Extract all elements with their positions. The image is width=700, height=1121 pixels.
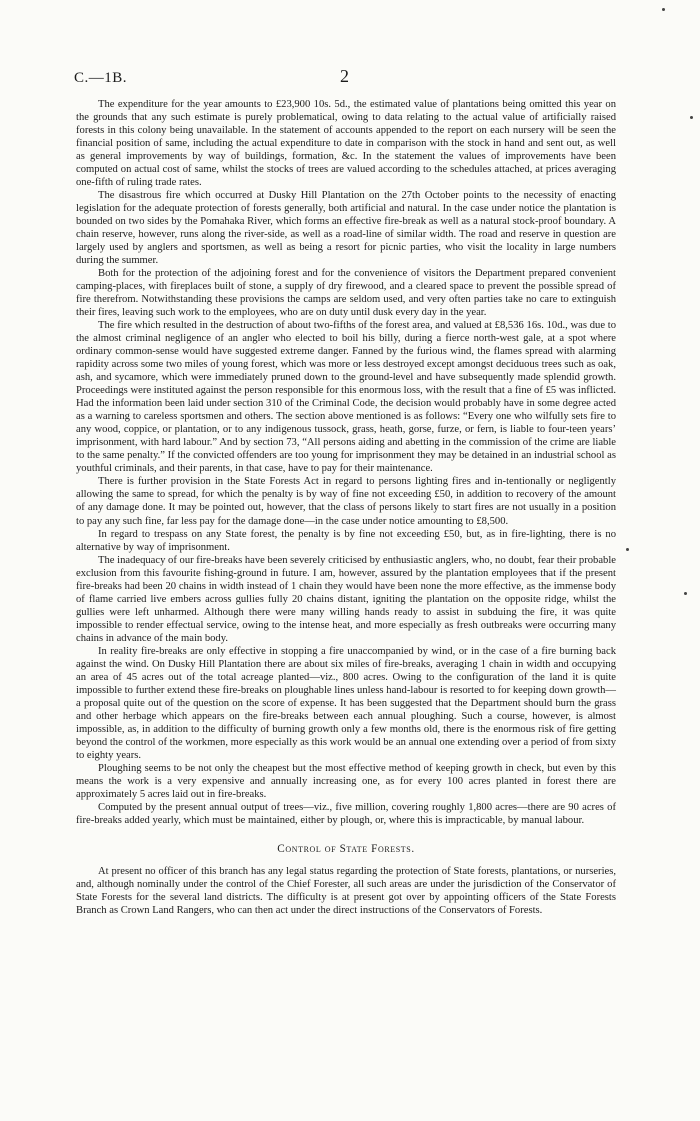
paragraph-state-forests-act: There is further provision in the State Forests Act in regard to persons lighting fires and in-tentionally or negligently allowing the same to spread, for which the penalty is by way of fine not exceeding £50, in addition to recovery of the amount of any damage done. It may be pointed out, however, that the class of persons likely to start fires are not usually in a position to pay any such fine, far less pay for the damage done—in the case under notice amounting to £8,500. [76, 476, 616, 527]
scan-speck [684, 592, 687, 595]
paragraph-dusky-hill-fire: The disastrous fire which occurred at Dusky Hill Plantation on the 27th October points to the necessity of enacting legislation for the adequate protection of forests generally, both artificial and natural. In the case under notice the plantation is bounded on two sides by the Pomahaka River, which forms an effective fire-break as well as a natural stock-proof boundary. A chain reserve, however, runs along the river-side, as well as a road-line of similar width. The road and reserve in question are largely used by anglers and sportsmen, as well as being a resort for picnic parties, who visit the locality in large numbers during the summer. [76, 190, 616, 267]
paragraph-fire-breaks-criticism: The inadequacy of our fire-breaks have been severely criticised by enthusiastic anglers, who, no doubt, fear their probable exclusion from this favourite fishing-ground in future. I am, however, assured by the plantation employees that if the present fire-breaks had been 20 chains in width instead of 1 chain they would have been none the more effective, as the immense body of flame carried live embers across gullies fully 20 chains distant, igniting the plantation on the opposite ridge, whilst the gullies were left unharmed. Although there were many willing hands ready to assist in subduing the fire, it was quite impossible to render effectual service, owing to the intense heat, and more especially as fresh outbreaks were occurring many chains in advance of the main body. [76, 554, 616, 644]
page-number: 2 [340, 66, 349, 86]
scan-speck [662, 8, 665, 11]
scan-speck [626, 548, 629, 551]
paragraph-camping-places: Both for the protection of the adjoining forest and for the convenience of visitors the Department prepared convenient camping-places, with fireplaces built of stone, a supply of dry firewood, and a cleared space to prevent the possible spread of fire therefrom. Notwithstanding these provisions the camps are seldom used, and very often parties take no care to extinguish their fires, leaving such work to the employees, who are on duty until dusk every day in the year. [76, 268, 616, 319]
document-body [76, 98, 616, 917]
paragraph-trespass: In regard to trespass on any State forest, the penalty is by fine not exceeding £50, but, as in fire-lighting, there is no alternative by way of imprisonment. [76, 528, 616, 553]
paragraph-ploughing: Ploughing seems to be not only the cheapest but the most effective method of keeping growth in check, but even by this means the work is a very expensive and annually increasing one, as for every 100 acres planted in forest there are approximately 5 acres laid out in fire-breaks. [76, 762, 616, 800]
document-reference: C.—1B. [74, 70, 128, 86]
paragraph-expenditure: The expenditure for the year amounts to £23,900 10s. 5d., the estimated value of plantations being omitted this year on the grounds that any such estimate is purely problematical, owing to data relating to the actual value of artificially raised forests in this colony being unavailable. In the statement of accounts appended to the report on each nursery will be seen the financial position of same, including the actual expenditure to date in comparison with the stock in hand and sent out, as well as general improvements by way of buildings, formation, &c. In the statement the values of improvements have been computed on actual cost of same, whilst the stocks of trees are valued according to the schedules attached, at prices averaging one-fifth of ruling trade rates. [76, 99, 616, 189]
paragraph-fire-cause: The fire which resulted in the destruction of about two-fifths of the forest area, and valued at £8,536 16s. 10d., was due to the almost criminal negligence of an angler who elected to boil his billy, during a fierce north-west gale, at a spot where ordinary common-sense would have suggested extreme danger. Fanned by the furious wind, the flames spread with alarming rapidity across some two miles of young forest, which was more or less destroyed except amongst deciduous trees such as oak, ash, and sycamore, which were immediately pruned down to the ground-level and have subsequently made splendid growth. Proceedings were instituted against the person responsible for this enormous loss, with the result that a fine of £5 was inflicted. Had the information been laid under section 310 of the Criminal Code, the decision would probably have in some degree acted as a warning to careless sportsmen and others. The section above mentioned is as follows: “Every one who wilfully sets fire to any wood, coppice, or plantation, or to any indigenous tussock, grass, heath, gorse, furze, or fern, is liable to four-teen years’ imprisonment, with hard labour.” And by section 73, “All persons aiding and abetting in the commission of the crime are liable to the same penalty.” If the convicted offenders are too young for imprisonment they may be detained in an industrial school as youthful criminals, and their parents, in that case, have to pay for their maintenance. [76, 320, 616, 475]
paragraph-fire-breaks-effectiveness: In reality fire-breaks are only effective in stopping a fire unaccompanied by wind, or in the case of a fire burning back against the wind. On Dusky Hill Plantation there are about six miles of fire-breaks, averaging 1 chain in width and occupying an area of 45 acres out of the total acreage planted—viz., 800 acres. Owing to the configuration of the land it is quite impossible to further extend these fire-breaks on ploughable lines unless hand-labour is resorted to for keeping down growth—a proposal quite out of the question on the score of expense. It has been suggested that the Department should burn the grass and other herbage which appears on the fire-breaks between each annual ploughing. Such a course, however, is almost impossible, as, in addition to the difficulty of burning growth only a few months old, there is the enormous risk of fire getting beyond the control of the workmen, more especially as this work would be an annual one extending over a period of from sixty to eighty years. [76, 645, 616, 761]
scan-speck [690, 116, 693, 119]
paragraph-annual-output: Computed by the present annual output of trees—viz., five million, covering roughly 1,800 acres—there are 90 acres of fire-breaks added yearly, which must be maintained, either by plough, or, where this is impracticable, by manual labour. [76, 801, 616, 826]
section-heading: Control of State Forests. [277, 842, 415, 855]
paragraph-control: At present no officer of this branch has any legal status regarding the protection of State forests, plantations, or nurseries, and, although nominally under the control of the Chief Forester, all such areas are under the jurisdiction of the Conservator of State Forests for the several land districts. The difficulty is at present got over by appointing officers of the State Forests Branch as Crown Land Rangers, who can then act under the direct instructions of the Conservators of Forests. [76, 865, 616, 916]
page-header [74, 66, 640, 92]
